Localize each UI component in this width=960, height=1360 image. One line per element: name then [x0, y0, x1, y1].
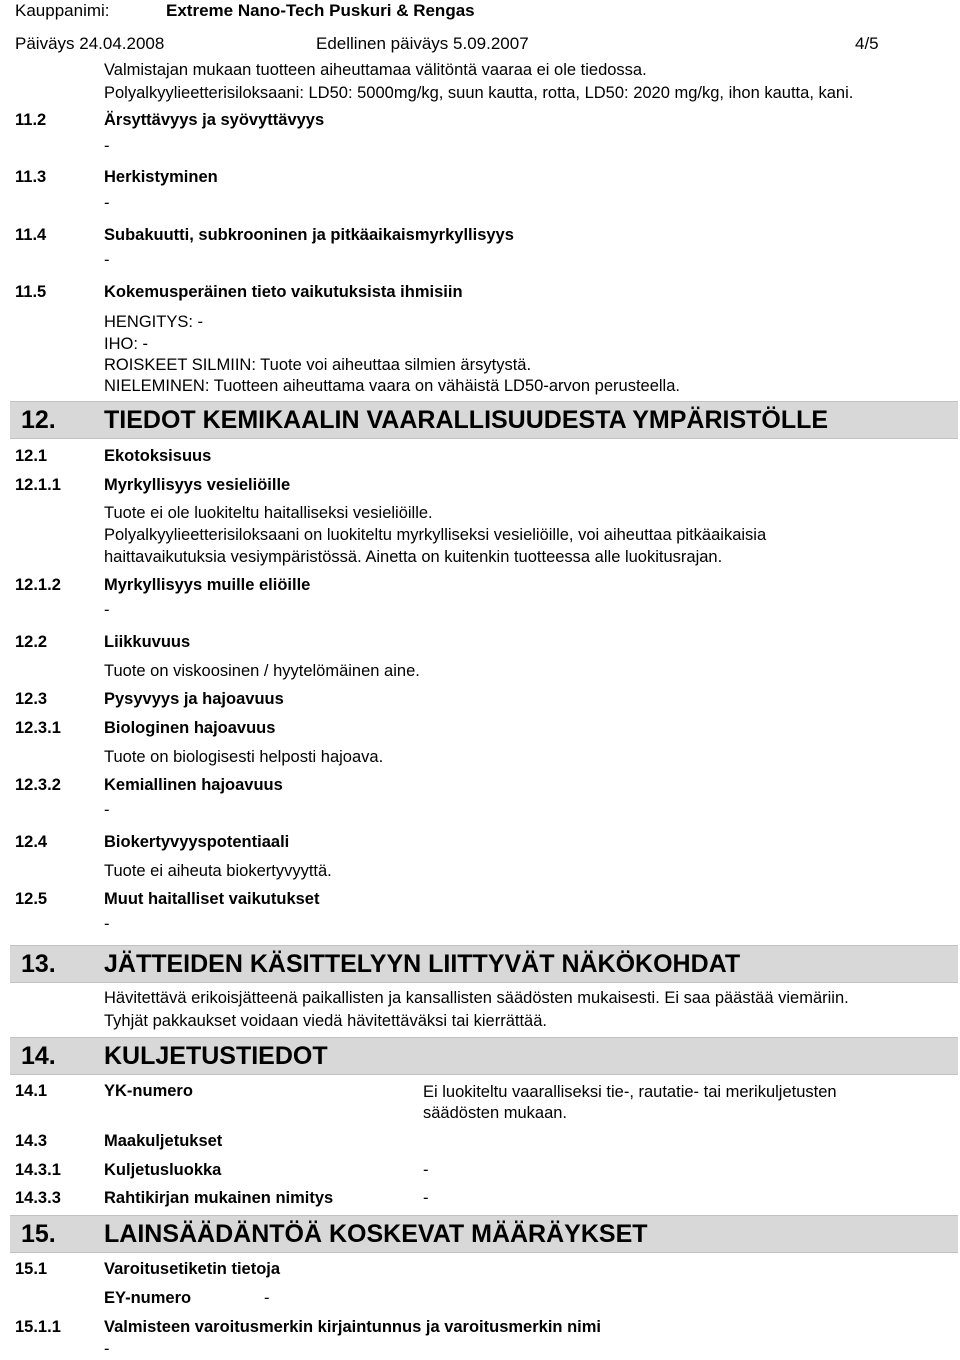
section-title: JÄTTEIDEN KÄSITTELYYN LIITTYVÄT NÄKÖKOHDAT	[104, 950, 741, 978]
section-number: 15.	[21, 1220, 56, 1248]
subsection-value: -	[104, 251, 110, 269]
section-title: LAINSÄÄDÄNTÖÄ KOSKEVAT MÄÄRÄYKSET	[104, 1220, 648, 1248]
body-line: Tuote ei ole luokiteltu haitalliseksi vesieliöille.	[104, 504, 433, 522]
product-name: Extreme Nano-Tech Puskuri & Rengas	[166, 1, 475, 20]
subsection-number: 12.2	[15, 633, 48, 651]
subsection-title: Liikkuvuus	[104, 633, 191, 651]
subsection-number: 15.1	[15, 1260, 48, 1278]
subsection-value: Tuote ei aiheuta biokertyvyyttä.	[104, 862, 332, 880]
subsection-title: Valmisteen varoitusmerkin kirjaintunnus ja varoitusmerkin nimi	[104, 1318, 601, 1336]
section-title: KULJETUSTIEDOT	[104, 1042, 328, 1070]
subsection-value: -	[104, 915, 110, 933]
ec-number-label: EY-numero	[104, 1289, 192, 1307]
subsection-number: 14.3.1	[15, 1161, 61, 1179]
subsection-value: Tuote on viskoosinen / hyytelömäinen aine.	[104, 662, 420, 680]
subsection-title: Kuljetusluokka	[104, 1161, 222, 1179]
subsection-number: 11.3	[15, 168, 47, 186]
subsection-number: 12.3.2	[15, 776, 61, 794]
toxicity-ld50-line: Polyalkyylieetterisiloksaani: LD50: 5000mg/kg, suun kautta, rotta, LD50: 2020 mg/kg, ihon kautta, kani.	[104, 84, 854, 102]
body-line: Tyhjät pakkaukset voidaan viedä hävitettäväksi tai kierrättää.	[104, 1012, 547, 1030]
subsection-number: 12.1.2	[15, 576, 61, 594]
subsection-value: -	[104, 1340, 110, 1358]
company-label: Kauppanimi:	[15, 1, 110, 20]
subsection-title: Kemiallinen hajoavuus	[104, 776, 283, 794]
section-number: 14.	[21, 1042, 56, 1070]
subsection-number: 12.4	[15, 833, 48, 851]
subsection-title: Muut haitalliset vaikutukset	[104, 890, 320, 908]
subsection-value: -	[104, 137, 110, 155]
subsection-number: 11.2	[15, 111, 47, 129]
subsection-number: 12.3.1	[15, 719, 61, 737]
subsection-value: -	[104, 194, 110, 212]
section-number: 13.	[21, 950, 56, 978]
ec-number-value: -	[264, 1289, 270, 1307]
subsection-title: Varoitusetiketin tietoja	[104, 1260, 281, 1278]
subsection-title: Kokemusperäinen tieto vaikutuksista ihmisiin	[104, 283, 463, 301]
subsection-title: Subakuutti, subkrooninen ja pitkäaikaismyrkyllisyys	[104, 226, 514, 244]
section-header-12	[10, 401, 958, 439]
subsection-value: -	[104, 801, 110, 819]
subsection-title: Myrkyllisyys muille eliöille	[104, 576, 311, 594]
page-number: 4/5	[855, 34, 879, 53]
body-line: haittavaikutuksia vesiympäristössä. Ainetta on kuitenkin tuotteessa alle luokitusrajan.	[104, 548, 723, 566]
subsection-title: Biologinen hajoavuus	[104, 719, 276, 737]
body-line: Polyalkyylieetterisiloksaani on luokiteltu myrkylliseksi vesieliöille, voi aiheuttaa pitkäaikaisia	[104, 526, 767, 544]
date: Päiväys 24.04.2008	[15, 34, 165, 53]
subsection-number: 11.4	[15, 226, 47, 244]
subsection-number: 12.1.1	[15, 476, 61, 494]
subsection-title: Herkistyminen	[104, 168, 218, 186]
toxicity-intro-line: Valmistajan mukaan tuotteen aiheuttamaa välitöntä vaaraa ei ole tiedossa.	[104, 61, 647, 79]
subsection-value: -	[423, 1161, 429, 1179]
section-header-15	[10, 1215, 958, 1253]
subsection-number: 14.1	[15, 1082, 48, 1100]
subsection-number: 11.5	[15, 283, 47, 301]
section-header-14	[10, 1037, 958, 1075]
subsection-value: -	[423, 1189, 429, 1207]
un-number-value: Ei luokiteltu vaaralliseksi tie-, rautatie- tai merikuljetusten	[423, 1083, 837, 1101]
subsection-number: 12.3	[15, 690, 48, 708]
subsection-number: 12.1	[15, 447, 48, 465]
un-number-value: säädösten mukaan.	[423, 1104, 568, 1122]
section-header-13	[10, 945, 958, 983]
subsection-title: Pysyvyys ja hajoavuus	[104, 690, 284, 708]
exposure-line: IHO: -	[104, 335, 148, 353]
subsection-title: Ärsyttävyys ja syövyttävyys	[104, 111, 325, 129]
subsection-number: 14.3	[15, 1132, 48, 1150]
previous-date: Edellinen päiväys 5.09.2007	[316, 34, 529, 53]
body-line: Hävitettävä erikoisjätteenä paikallisten ja kansallisten säädösten mukaisesti. Ei saa päästää viemäriin.	[104, 989, 849, 1007]
subsection-title: Biokertyvyyspotentiaali	[104, 833, 290, 851]
subsection-title: Myrkyllisyys vesieliöille	[104, 476, 291, 494]
section-title: TIEDOT KEMIKAALIN VAARALLISUUDESTA YMPÄRISTÖLLE	[104, 406, 829, 434]
exposure-line: NIELEMINEN: Tuotteen aiheuttama vaara on vähäistä LD50-arvon perusteella.	[104, 377, 680, 395]
subsection-number: 14.3.3	[15, 1189, 61, 1207]
subsection-number: 12.5	[15, 890, 48, 908]
subsection-value: Tuote on biologisesti helposti hajoava.	[104, 748, 384, 766]
section-number: 12.	[21, 406, 56, 434]
exposure-line: HENGITYS: -	[104, 313, 204, 331]
exposure-line: ROISKEET SILMIIN: Tuote voi aiheuttaa silmien ärsytystä.	[104, 356, 532, 374]
subsection-value: -	[104, 601, 110, 619]
subsection-title: Maakuljetukset	[104, 1132, 223, 1150]
subsection-title: Rahtikirjan mukainen nimitys	[104, 1189, 334, 1207]
subsection-number: 15.1.1	[15, 1318, 61, 1336]
subsection-title: YK-numero	[104, 1082, 193, 1100]
subsection-title: Ekotoksisuus	[104, 447, 212, 465]
